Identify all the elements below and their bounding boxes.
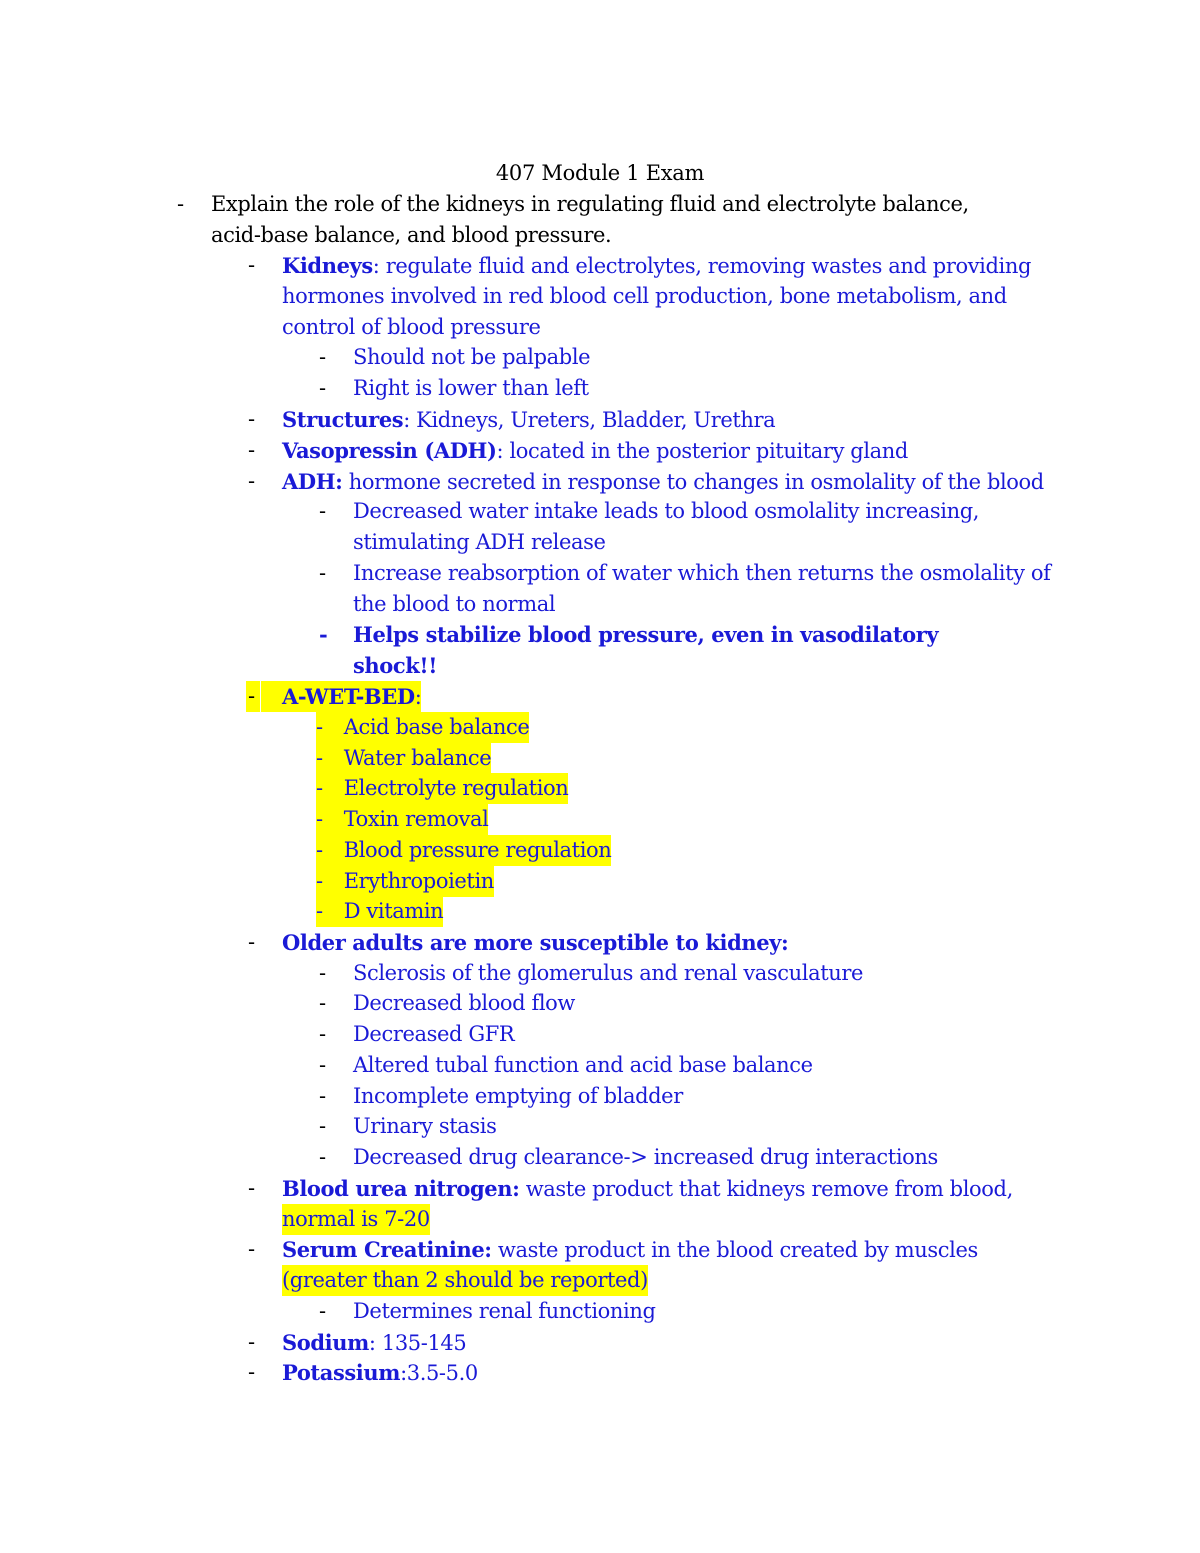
kidneys-line-2: hormones involved in red blood cell production, bone metabolism, and xyxy=(282,284,1007,308)
older-item: Decreased blood flow xyxy=(353,991,576,1015)
kidneys-sub-item: Right is lower than left xyxy=(353,376,589,400)
adh-sub-line-bold: Helps stabilize blood pressure, even in vasodilatory xyxy=(353,622,939,647)
creatinine-sub: Determines renal functioning xyxy=(353,1299,656,1323)
awetbed-item: - D vitamin xyxy=(316,896,443,927)
bullet-dash: - xyxy=(316,838,323,862)
adh-sub-line: Increase reabsorption of water which then returns the osmolality of xyxy=(353,561,1051,585)
bullet-dash: - xyxy=(319,345,327,369)
awetbed-term: A-WET-BED xyxy=(282,684,415,709)
bullet-dash: - xyxy=(248,1360,256,1384)
structures-line xyxy=(282,404,775,435)
bullet-dash: - xyxy=(316,869,323,893)
bun-term: Blood urea nitrogen: xyxy=(282,1176,520,1201)
adh-sub-line-bold: shock!! xyxy=(353,653,438,678)
bullet-dash: - xyxy=(316,776,323,800)
awetbed-item: - Electrolyte regulation xyxy=(316,773,568,804)
bullet-dash: - xyxy=(248,438,256,462)
bullet-dash: - xyxy=(248,1330,256,1354)
bullet-dash: - xyxy=(248,469,256,493)
bullet-dash: - xyxy=(319,991,327,1015)
older-item: Decreased drug clearance-> increased drug interactions xyxy=(353,1145,938,1169)
bullet-dash: - xyxy=(319,561,327,585)
kidneys-term: Kidneys xyxy=(282,253,373,278)
kidneys-text: : regulate fluid and electrolytes, removing wastes and providing xyxy=(372,254,1032,278)
potassium-line xyxy=(282,1357,478,1388)
adh-term: ADH: xyxy=(282,469,343,494)
bullet-dash: - xyxy=(319,1114,327,1138)
question-line-1: Explain the role of the kidneys in regulating fluid and electrolyte balance, xyxy=(211,192,969,216)
vasopressin-text: : located in the posterior pituitary gland xyxy=(496,439,908,463)
bullet-dash: - xyxy=(319,1022,327,1046)
adh-sub-line: stimulating ADH release xyxy=(353,530,606,554)
bullet-dash: - xyxy=(316,715,323,739)
vasopressin-term: Vasopressin (ADH) xyxy=(282,438,497,463)
kidneys-sub-item: Should not be palpable xyxy=(353,345,591,369)
bun-normal: normal is 7-20 xyxy=(282,1204,430,1235)
adh-line xyxy=(282,466,1044,497)
kidneys-line-3: control of blood pressure xyxy=(282,315,541,339)
older-item: Sclerosis of the glomerulus and renal vasculature xyxy=(353,961,864,985)
vasopressin-line xyxy=(282,435,908,466)
bullet-dash: - xyxy=(319,499,327,523)
creatinine-text: waste product in the blood created by muscles xyxy=(491,1238,978,1262)
older-adults-heading: Older adults are more susceptible to kidney: xyxy=(282,930,789,955)
bullet-dash: - xyxy=(319,1053,327,1077)
bullet-dash: - xyxy=(319,1145,327,1169)
structures-text: : Kidneys, Ureters, Bladder, Urethra xyxy=(403,408,776,432)
sodium-term: Sodium xyxy=(282,1330,369,1355)
bullet-dash: - xyxy=(319,622,328,647)
creatinine-report: (greater than 2 should be reported) xyxy=(282,1265,648,1296)
bullet-dash: - xyxy=(319,376,327,400)
older-item: Urinary stasis xyxy=(353,1114,497,1138)
bullet-dash: - xyxy=(319,961,327,985)
awetbed-item: - Blood pressure regulation xyxy=(316,835,611,866)
potassium-term: Potassium xyxy=(282,1360,401,1385)
adh-text: hormone secreted in response to changes in osmolality of the blood xyxy=(342,470,1044,494)
adh-sub-line: Decreased water intake leads to blood osmolality increasing, xyxy=(353,499,980,523)
bun-line xyxy=(282,1173,1013,1204)
potassium-text: :3.5-5.0 xyxy=(400,1361,478,1385)
older-item: Altered tubal function and acid base balance xyxy=(353,1053,813,1077)
bullet-dash: - xyxy=(248,1176,256,1200)
older-item: Incomplete emptying of bladder xyxy=(353,1084,683,1108)
bullet-dash: - xyxy=(316,899,323,923)
bullet-dash: - xyxy=(319,1299,327,1323)
awetbed-item: - Toxin removal xyxy=(316,804,488,835)
awetbed-item: - Erythropoietin xyxy=(316,866,494,897)
bullet-dash: - xyxy=(319,1084,327,1108)
bullet-dash: - xyxy=(248,253,256,277)
structures-term: Structures xyxy=(282,407,404,432)
bullet-dash: - xyxy=(316,746,323,770)
kidneys-line-1 xyxy=(282,250,1031,281)
bullet-dash: - xyxy=(246,681,260,712)
adh-sub-line: the blood to normal xyxy=(353,592,556,616)
awetbed-item: - Acid base balance xyxy=(316,712,529,743)
bullet-dash: - xyxy=(177,192,185,216)
bullet-dash: - xyxy=(248,930,256,954)
awetbed-line xyxy=(261,681,421,712)
awetbed-item: - Water balance xyxy=(316,743,491,774)
creatinine-line xyxy=(282,1234,978,1265)
bullet-dash: - xyxy=(316,807,323,831)
awetbed-colon: : xyxy=(414,685,422,709)
creatinine-term: Serum Creatinine: xyxy=(282,1237,492,1262)
bullet-dash: - xyxy=(248,407,256,431)
question-line-2: acid-base balance, and blood pressure. xyxy=(211,223,612,247)
sodium-text: : 135-145 xyxy=(368,1331,467,1355)
document-title: 407 Module 1 Exam xyxy=(495,161,705,185)
bullet-dash: - xyxy=(248,1237,256,1261)
bun-text: waste product that kidneys remove from blood, xyxy=(519,1177,1013,1201)
sodium-line xyxy=(282,1327,466,1358)
older-item: Decreased GFR xyxy=(353,1022,515,1046)
